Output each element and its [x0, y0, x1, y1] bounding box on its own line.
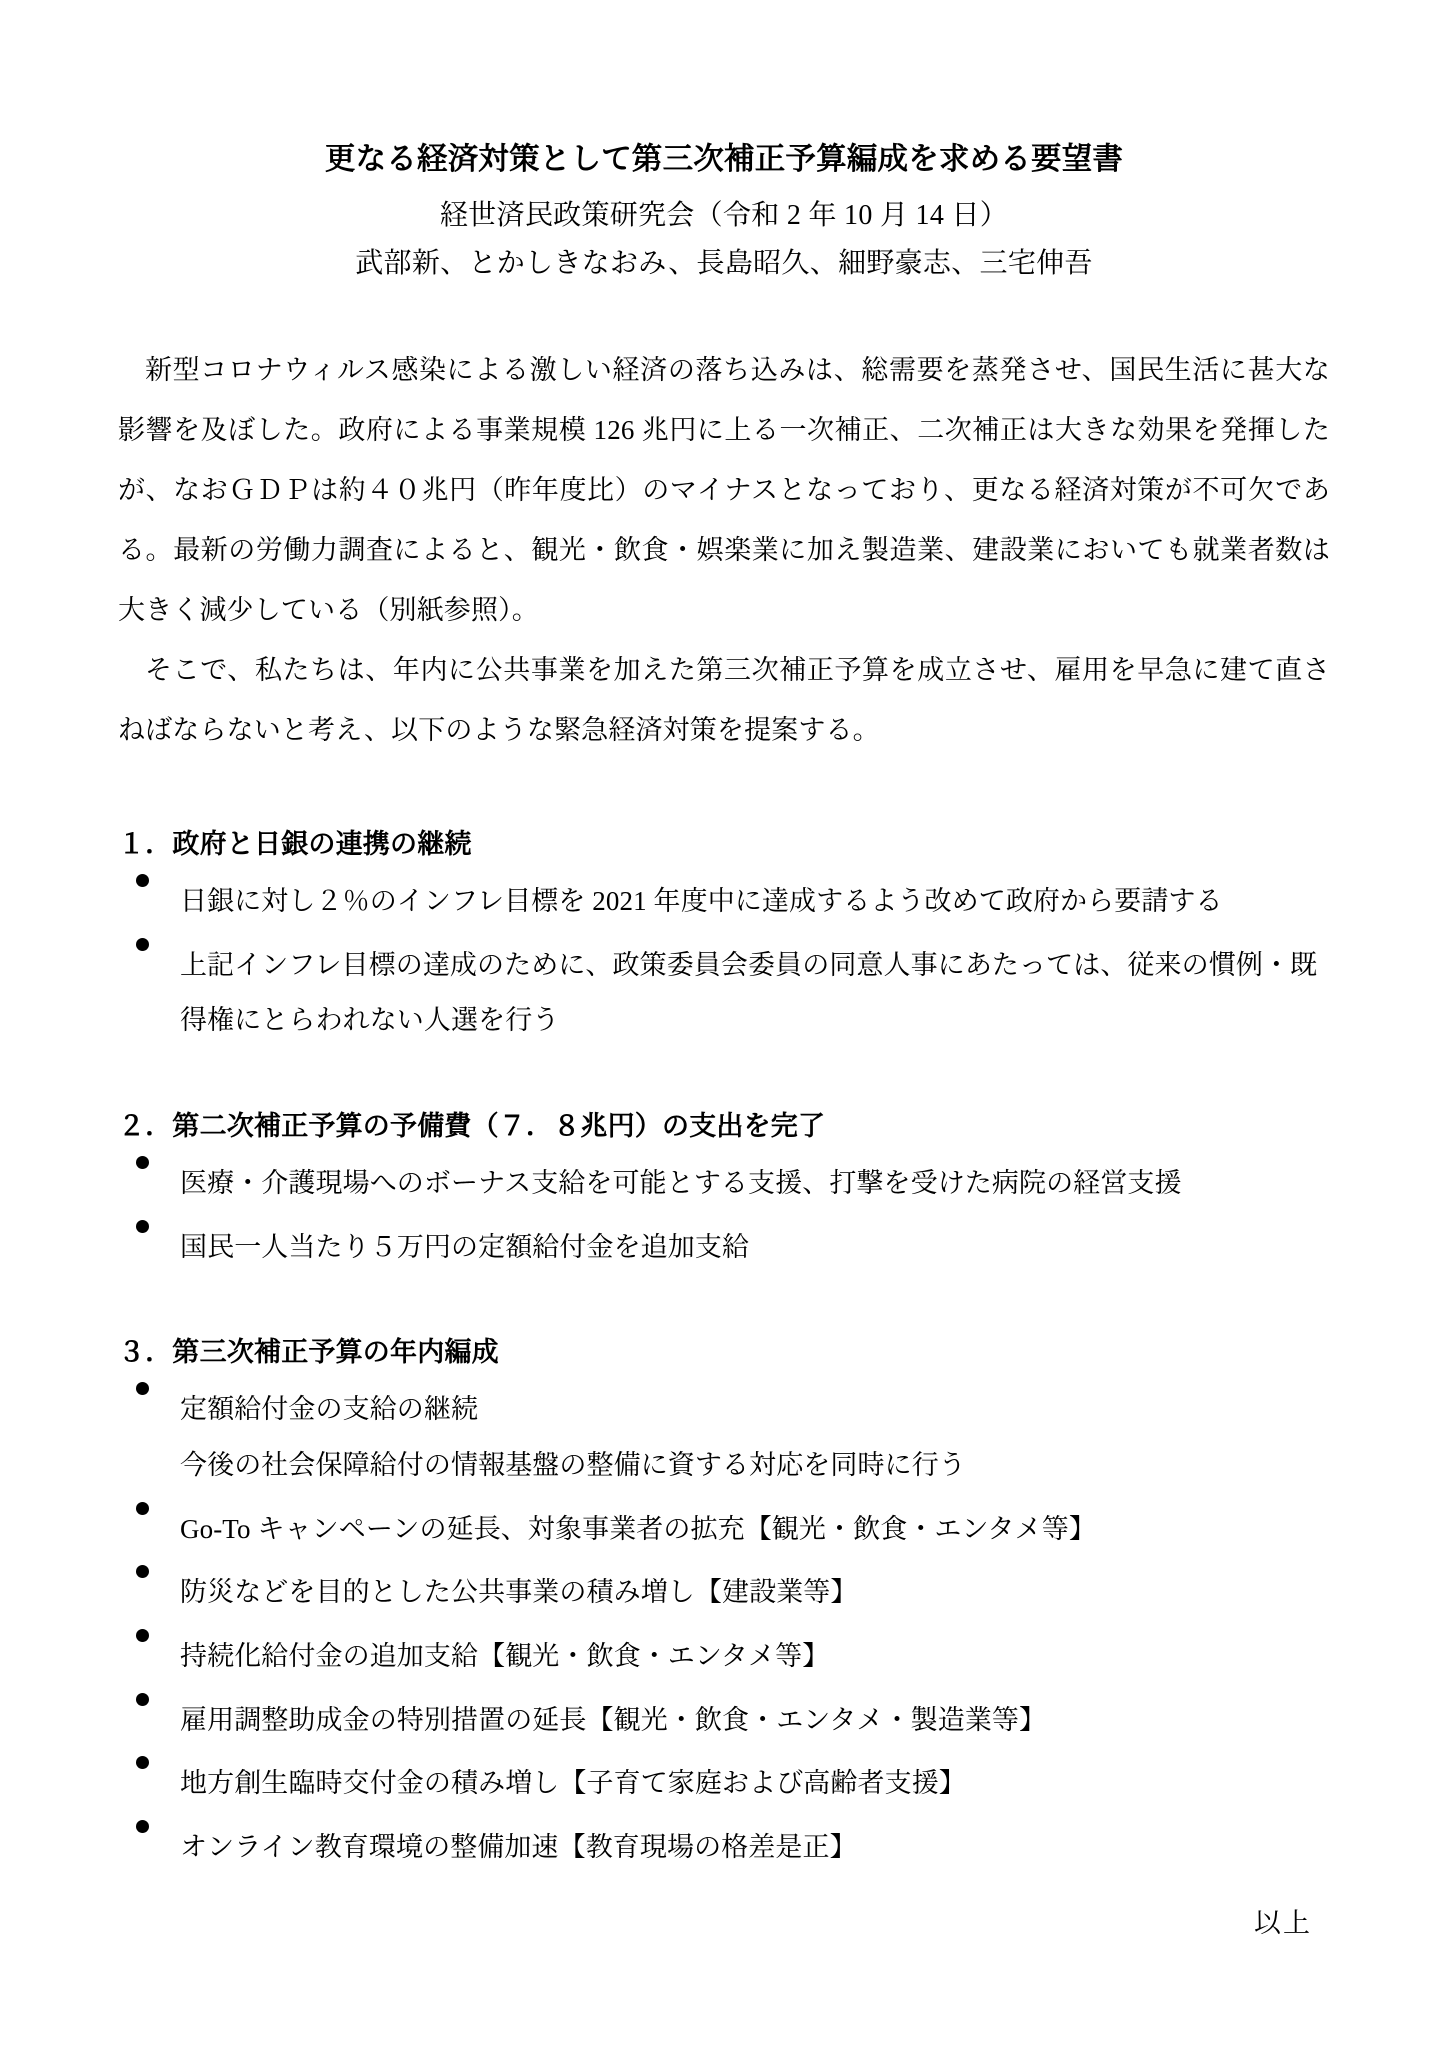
list-item: [118, 938, 1330, 1049]
list-item: [118, 1565, 1330, 1621]
list-item-text: 日銀に対し２％のインフレ目標を 2021 年度中に達成するよう改めて政府から要請する: [180, 886, 1223, 917]
list-item-subline: 今後の社会保障給付の情報基盤の整備に資する対応を同時に行う: [180, 1450, 966, 1481]
bullet-dot-icon: [136, 1565, 149, 1578]
paragraph-1: 新型コロナウィルス感染による激しい経済の落ち込みは、総需要を蒸発させ、国民生活に甚大な影響を及ぼした。政府による事業規模 126 兆円に上る一次補正、二次補正は大きな効果を発揮したが、なおＧＤＰは約４０兆円（昨年度比）のマイナスとなっており、更なる経済対策が不可欠である。最新の労働力調査によると、観光・飲食・娯楽業に加え製造業、建設業においても就業者数は大きく減少している（別紙参照）。: [118, 355, 1330, 626]
section-2: [118, 1105, 1330, 1275]
bullet-dot-icon: [136, 874, 149, 887]
bullet-dot-icon: [136, 1693, 149, 1706]
section-2-heading: ２．第二次補正予算の予備費（７．８兆円）の支出を完了: [118, 1110, 826, 1142]
bullet-dot-icon: [136, 1629, 149, 1642]
list-item-text: オンライン教育環境の整備加速【教育現場の格差是正】: [180, 1831, 857, 1862]
list-item-text: 地方創生臨時交付金の積み増し【子育て家庭および高齢者支援】: [180, 1768, 966, 1799]
list-item-text: 持続化給付金の追加支給【観光・飲食・エンタメ等】: [180, 1640, 830, 1671]
section-1-heading: １．政府と日銀の連携の継続: [118, 828, 472, 860]
document-title: 更なる経済対策として第三次補正予算編成を求める要望書: [324, 142, 1124, 177]
list-item: [118, 1820, 1330, 1876]
section-3: [118, 1331, 1330, 1875]
list-item: [118, 1382, 1330, 1493]
closing-text: 以上: [1254, 1908, 1312, 1939]
section-3-list: [118, 1382, 1330, 1875]
list-item-text: 防災などを目的とした公共事業の積み増し【建設業等】: [180, 1577, 858, 1608]
paragraph-2: そこで、私たちは、年内に公共事業を加えた第三次補正予算を成立させ、雇用を早急に建て直さねばならないと考え、以下のような緊急経済対策を提案する。: [118, 654, 1330, 745]
bullet-dot-icon: [136, 1382, 149, 1395]
list-item-text: 国民一人当たり５万円の定額給付金を追加支給: [180, 1231, 750, 1262]
list-item: [118, 1502, 1330, 1558]
list-item-text: 医療・介護現場へのボーナス支給を可能とする支援、打撃を受けた病院の経営支援: [180, 1168, 1182, 1199]
section-3-heading: ３．第三次補正予算の年内編成: [118, 1337, 499, 1369]
list-item-text: 上記インフレ目標の達成のために、政策委員会委員の同意人事にあたっては、従来の慣例・既得権にとらわれない人選を行う: [180, 949, 1318, 1036]
list-item: [118, 874, 1330, 930]
body-paragraphs: [118, 341, 1330, 761]
bullet-dot-icon: [136, 1502, 149, 1515]
list-item: [118, 1756, 1330, 1812]
list-item-text: Go-To キャンペーンの延長、対象事業者の拡充【観光・飲食・エンタメ等】: [180, 1513, 1096, 1544]
bullet-dot-icon: [136, 1156, 149, 1169]
list-item-text: 定額給付金の支給の継続: [180, 1394, 479, 1425]
bullet-dot-icon: [136, 938, 149, 951]
document-authors: 武部新、とかしきなおみ、長島昭久、細野豪志、三宅伸吾: [355, 248, 1093, 280]
list-item: [118, 1693, 1330, 1749]
list-item: [118, 1220, 1330, 1276]
bullet-dot-icon: [136, 1220, 149, 1233]
list-item-text: 雇用調整助成金の特別措置の延長【観光・飲食・エンタメ・製造業等】: [180, 1704, 1047, 1735]
document-subtitle: 経世済民政策研究会（令和 2 年 10 月 14 日）: [439, 200, 1009, 232]
section-2-list: [118, 1156, 1330, 1275]
section-1-list: [118, 874, 1330, 1049]
list-item: [118, 1629, 1330, 1685]
section-1: [118, 823, 1330, 1049]
bullet-dot-icon: [136, 1820, 149, 1833]
list-item: [118, 1156, 1330, 1212]
bullet-dot-icon: [136, 1756, 149, 1769]
